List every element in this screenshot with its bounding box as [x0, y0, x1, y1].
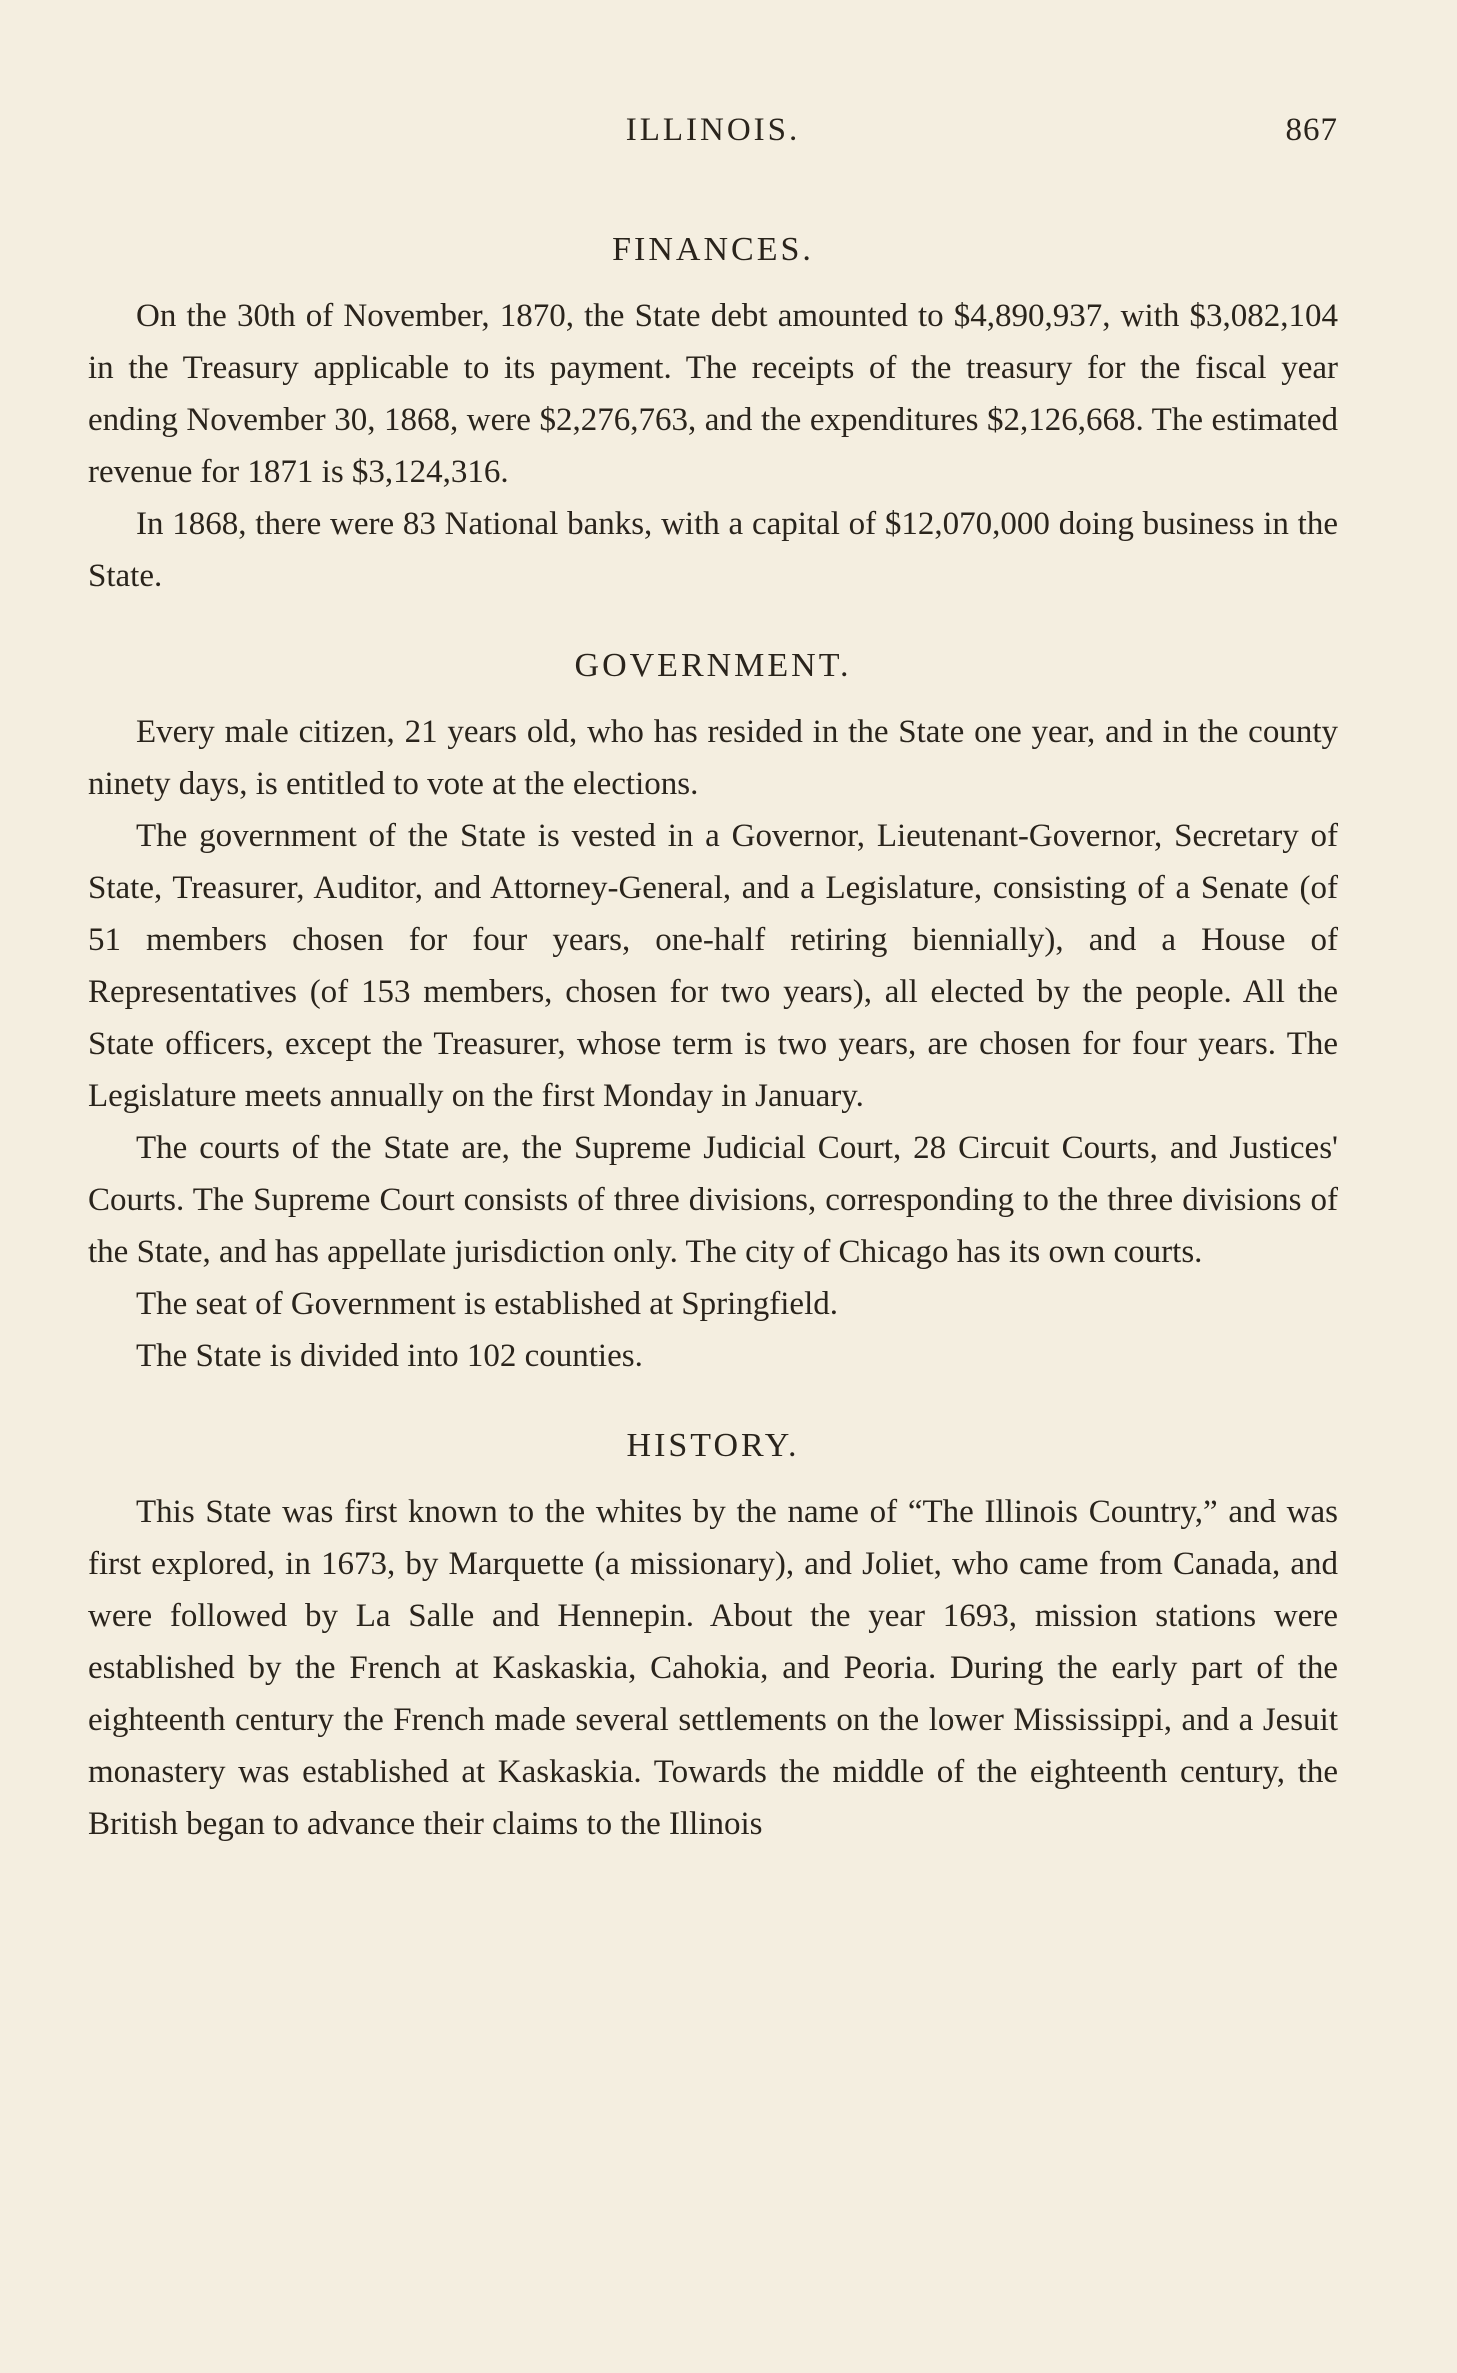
body-text [88, 224, 1338, 1850]
paragraph: The government of the State is vested in a Governor, Lieutenant-Governor, Secretary of State, Treasurer, Auditor, and Attorney-General, and a Legislature, consisting of a Senate (of 51 members chosen for four years, one-half retiring biennially), and a House of Representatives (of 153 members, chosen for two years), all elected by the people. All the State officers, except the Treasurer, whose term is two years, are chosen for four years. The Legislature meets annually on the first Monday in January. [88, 818, 1338, 1114]
running-header [88, 112, 1338, 162]
section-government [88, 640, 1338, 1382]
page-number: 867 [1285, 112, 1338, 148]
paragraph: This State was first known to the whites by the name of “The Illinois Country,” and was first explored, in 1673, by Marquette (a missionary), and Joliet, who came from Canada, and were followed by La Salle and Hennepin. About the year 1693, mission stations were established by the French at Kaskaskia, Cahokia, and Peoria. During the early part of the eighteenth century the French made several settlements on the lower Mississippi, and a Jesuit monastery was established at Kaskaskia. Towards the middle of the eighteenth century, the British began to advance their claims to the Illinois [88, 1494, 1338, 1842]
section-finances [88, 224, 1338, 602]
running-title: ILLINOIS. [625, 112, 801, 148]
paragraph: Every male citizen, 21 years old, who has resided in the State one year, and in the county ninety days, is entitled to vote at the elections. [88, 714, 1338, 802]
section-heading-finances: FINANCES. [612, 231, 814, 268]
paragraph: The courts of the State are, the Supreme Judicial Court, 28 Circuit Courts, and Justices' Courts. The Supreme Court consists of three divisions, corresponding to the three divisions of the State, and has appellate jurisdiction only. The city of Chicago has its own courts. [88, 1130, 1338, 1270]
paragraph: The seat of Government is established at Springfield. [136, 1286, 838, 1322]
paragraph: In 1868, there were 83 National banks, with a capital of $12,070,000 doing business in the State. [88, 506, 1338, 594]
paragraph: The State is divided into 102 counties. [136, 1338, 643, 1374]
paragraph: On the 30th of November, 1870, the State debt amounted to $4,890,937, with $3,082,104 in the Treasury applicable to its payment. The receipts of the treasury for the fiscal year ending November 30, 1868, were $2,276,763, and the expenditures $2,126,668. The estimated revenue for 1871 is $3,124,316. [88, 298, 1338, 490]
section-history [88, 1420, 1338, 1850]
section-heading-history: HISTORY. [626, 1427, 800, 1464]
section-heading-government: GOVERNMENT. [574, 647, 852, 684]
